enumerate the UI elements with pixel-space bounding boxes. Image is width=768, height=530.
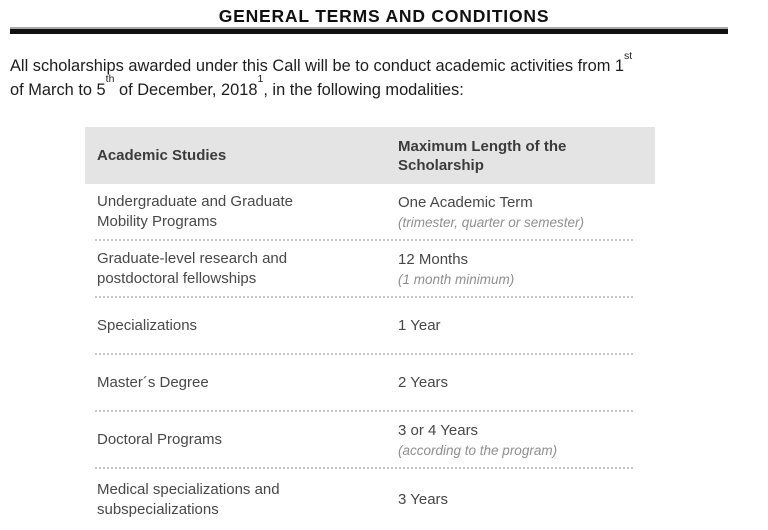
study-cell: Specializations	[97, 316, 198, 334]
superscript-ordinal: th	[105, 73, 115, 86]
length-cell	[398, 250, 655, 288]
intro-line-1	[10, 49, 754, 79]
length-cell	[398, 421, 655, 459]
length-cell	[398, 490, 655, 510]
length-cell	[398, 373, 655, 393]
intro-text: , in the following modalities:	[263, 80, 464, 99]
title-underline	[10, 27, 728, 34]
study-cell: Undergraduate and Graduate Mobility Programs	[97, 192, 293, 230]
length-value: 2 Years	[398, 373, 449, 391]
length-value: 3 or 4 Years	[398, 421, 479, 439]
footnote-marker: 1	[257, 73, 264, 86]
length-note: (1 month minimum)	[398, 271, 515, 287]
length-cell	[398, 316, 655, 336]
study-cell: Master´s Degree	[97, 373, 209, 391]
table-row	[85, 298, 655, 353]
intro-line-2	[10, 73, 754, 103]
table-header-row	[85, 127, 655, 184]
column-header-academic-studies: Academic Studies	[97, 147, 227, 164]
table-row	[85, 412, 655, 467]
table-row	[85, 469, 655, 530]
scholarship-table	[85, 127, 655, 530]
study-cell: Medical specializations and subspecializations	[97, 480, 280, 518]
superscript-ordinal: st	[624, 49, 633, 62]
study-cell: Graduate-level research and postdoctoral fellowships	[97, 249, 288, 287]
intro-text: of March to 5	[10, 80, 106, 99]
length-value: 1 Year	[398, 316, 441, 334]
length-value: One Academic Term	[398, 193, 533, 211]
page-title: GENERAL TERMS AND CONDITIONS	[218, 6, 550, 26]
table-row	[85, 355, 655, 410]
length-note: (trimester, quarter or semester)	[398, 214, 585, 230]
intro-text: All scholarships awarded under this Call will be to conduct academic activities from 1	[10, 57, 625, 75]
table-row	[85, 184, 655, 239]
table-row	[85, 241, 655, 296]
length-value: 12 Months	[398, 250, 469, 268]
intro-text: of December, 2018	[114, 80, 258, 99]
intro-paragraph	[10, 49, 754, 102]
study-cell: Doctoral Programs	[97, 430, 223, 448]
length-cell	[398, 193, 655, 231]
column-header-max-length: Maximum Length of the Scholarship	[398, 137, 567, 174]
length-value: 3 Years	[398, 490, 449, 508]
length-note: (according to the program)	[398, 442, 558, 458]
